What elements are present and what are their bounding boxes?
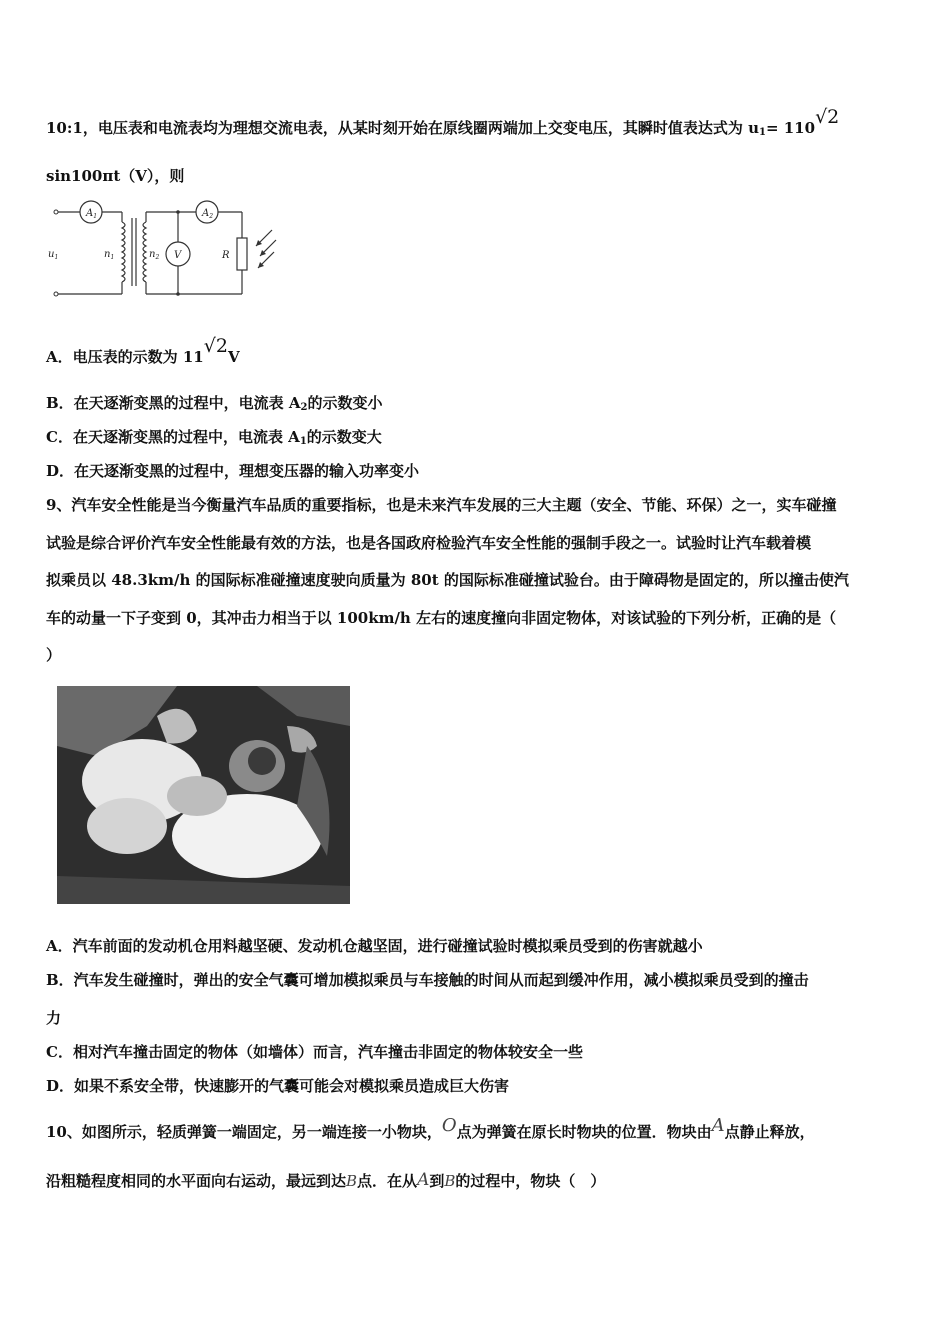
q8-option-c-text: C．在天逐渐变黑的过程中，电流表 A bbox=[46, 428, 300, 446]
q10-stem-line2 bbox=[46, 1170, 605, 1191]
q8-option-b-text: B．在天逐渐变黑的过程中，电流表 A bbox=[46, 394, 301, 412]
q10-text-part: 点静止释放， bbox=[724, 1123, 815, 1141]
q8-option-d: D．在天逐渐变黑的过程中，理想变压器的输入功率变小 bbox=[46, 462, 420, 480]
secondary-turns-label: $n_2$ bbox=[149, 249, 160, 261]
q9-option-b-line2: 力 bbox=[46, 1009, 62, 1027]
q10-text-part: 点．在从 bbox=[357, 1172, 418, 1190]
crash-test-photo bbox=[57, 686, 350, 904]
q8-option-b bbox=[46, 392, 383, 413]
voltmeter-label: V bbox=[174, 250, 182, 261]
q8-option-b-tail: 的示数变小 bbox=[307, 394, 383, 412]
q10-text-part: 点为弹簧在原长时物块的位置．物块由 bbox=[456, 1123, 712, 1141]
q8-option-c-tail: 的示数变大 bbox=[306, 428, 382, 446]
point-o-label: O bbox=[441, 1115, 457, 1136]
q8-option-a-unit: V bbox=[227, 348, 240, 366]
q8-stem-line2: sin100πt（V），则 bbox=[46, 167, 185, 185]
input-voltage-label: $u_1$ bbox=[48, 249, 59, 261]
point-b-label: B bbox=[444, 1172, 456, 1190]
point-a-label: A bbox=[711, 1115, 725, 1136]
transformer-circuit-diagram bbox=[44, 200, 280, 302]
q9-stem-line3: 拟乘员以 48.3km/h 的国际标准碰撞速度驶向质量为 80t 的国际标准碰撞试验台。由于障碍物是固定的，所以撞击使汽 bbox=[46, 571, 849, 589]
q10-stem-line1 bbox=[46, 1115, 815, 1142]
q8-stem-line1 bbox=[46, 106, 840, 138]
primary-turns-label: $n_1$ bbox=[104, 249, 115, 261]
photoresistor-label: R bbox=[222, 250, 230, 261]
ammeter-a1-label: $A_1$ bbox=[86, 208, 98, 220]
q8-option-a-text: A．电压表的示数为 11 bbox=[46, 348, 204, 366]
q9-stem-line5: ） bbox=[46, 646, 62, 664]
point-a-label: A bbox=[417, 1170, 430, 1190]
q9-stem-line4: 车的动量一下子变到 0，其冲击力相当于以 100km/h 左右的速度撞向非固定物体，对该试验的下列分析，正确的是（ bbox=[46, 609, 837, 627]
q9-stem-line2: 试验是综合评价汽车安全性能最有效的方法，也是各国政府检验汽车安全性能的强制手段之一。试验时让汽车载着模 bbox=[46, 534, 812, 552]
q10-text-part: 10、如图所示，轻质弹簧一端固定，另一端连接一小物块， bbox=[46, 1123, 442, 1141]
q8-option-c bbox=[46, 426, 382, 447]
sqrt2-symbol: √2 bbox=[203, 335, 228, 357]
q10-text-part: 的过程中，物块（ ） bbox=[455, 1172, 606, 1190]
q9-option-a: A．汽车前面的发动机仓用料越坚硬、发动机仓越坚固，进行碰撞试验时模拟乘员受到的伤害就越小 bbox=[46, 937, 703, 955]
q8-stem-text: 10:1，电压表和电流表均为理想交流电表，从某时刻开始在原线圈两端加上交变电压，其瞬时值表达式为 u bbox=[46, 119, 759, 137]
q10-text-part: 沿粗糙程度相同的水平面向右运动，最远到达 bbox=[46, 1172, 347, 1190]
q9-stem-line1: 9、汽车安全性能是当今衡量汽车品质的重要指标，也是未来汽车发展的三大主题（安全、节能、环保）之一，实车碰撞 bbox=[46, 496, 837, 514]
point-b-label: B bbox=[346, 1172, 358, 1190]
ammeter-a2-label: $A_2$ bbox=[202, 208, 214, 220]
u-subscript: 1 bbox=[758, 127, 766, 138]
q8-option-a bbox=[46, 335, 240, 367]
sqrt2-symbol: √2 bbox=[815, 106, 840, 128]
ammeter-subscript: 1 bbox=[299, 436, 307, 447]
q10-text-part: 到 bbox=[429, 1172, 445, 1190]
voltage-amplitude: = 110 bbox=[765, 119, 816, 137]
ammeter-subscript: 2 bbox=[300, 402, 308, 413]
q9-option-d: D．如果不系安全带，快速膨开的气囊可能会对模拟乘员造成巨大伤害 bbox=[46, 1077, 510, 1095]
q9-option-c: C．相对汽车撞击固定的物体（如墙体）而言，汽车撞击非固定的物体较安全一些 bbox=[46, 1043, 583, 1061]
q9-option-b-line1: B．汽车发生碰撞时，弹出的安全气囊可增加模拟乘员与车接触的时间从而起到缓冲作用，减小模拟乘员受到的撞击 bbox=[46, 971, 809, 989]
